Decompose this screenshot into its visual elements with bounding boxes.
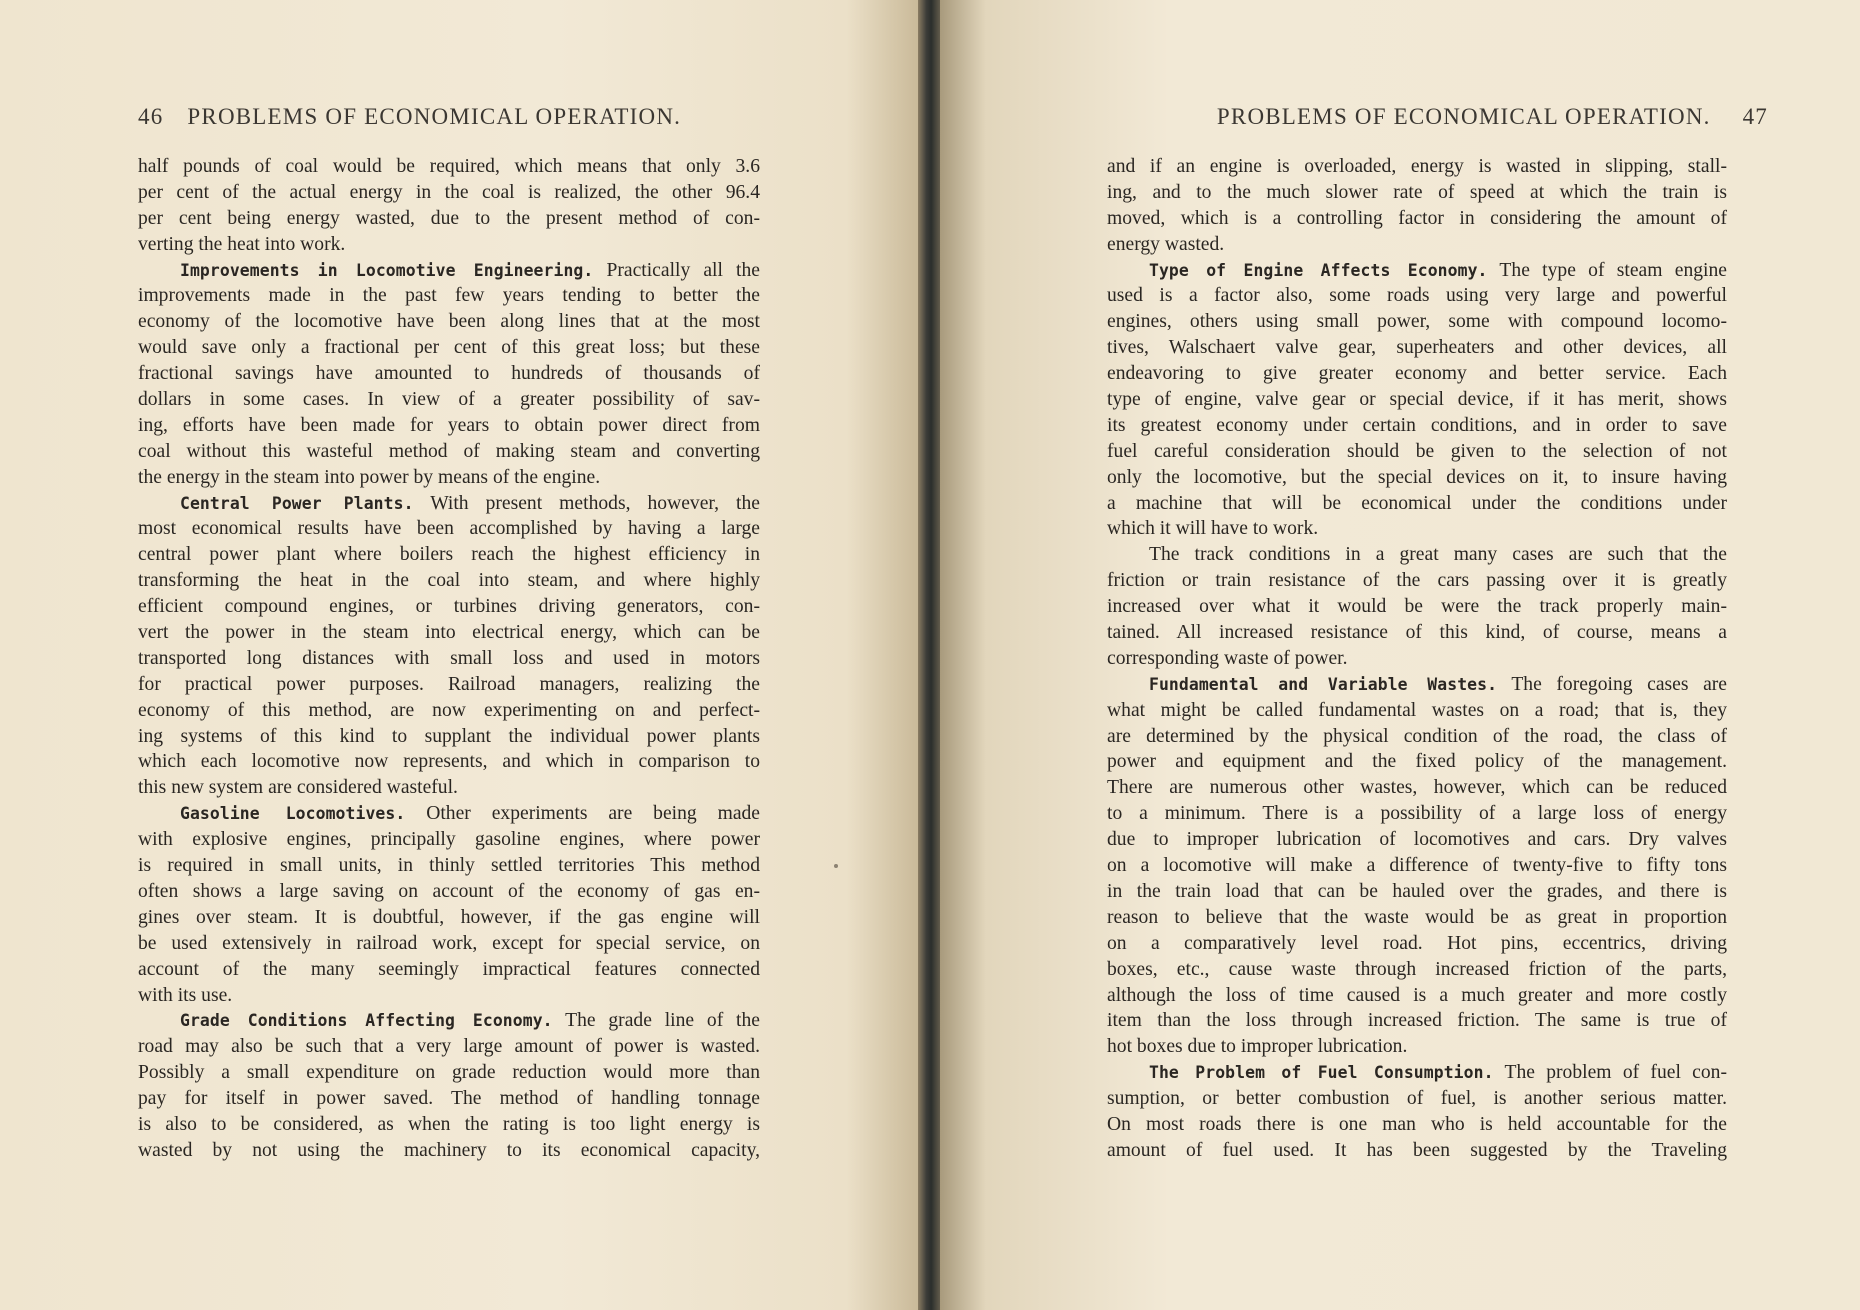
paper-speck (834, 864, 838, 868)
text-line (138, 827, 760, 853)
text-line (1107, 620, 1727, 646)
text-line (138, 905, 760, 931)
text-line (138, 387, 760, 413)
text-line (138, 749, 760, 775)
text-line (138, 258, 760, 284)
line-text: efficient compound engines, or turbines driving generators, con- (138, 596, 760, 618)
line-text: economy of this method, are now experimenting on and perfect- (138, 699, 760, 721)
line-text: is also to be considered, as when the rating is too light energy is (138, 1113, 760, 1135)
text-line (138, 542, 760, 568)
section-heading: Gasoline Locomotives. (180, 804, 406, 824)
text-line (1107, 905, 1727, 931)
line-text: tained. All increased resistance of this kind, of course, means a (1107, 622, 1727, 644)
text-line (1107, 283, 1727, 309)
text-line (138, 698, 760, 724)
line-text: half pounds of coal would be required, which means that only 3.6 (138, 156, 760, 177)
line-text: Other experiments are being made (405, 803, 760, 825)
section-heading: Grade Conditions Affecting Economy. (180, 1011, 553, 1031)
text-line (1107, 931, 1727, 957)
text-line (1107, 206, 1727, 232)
line-text: road may also be such that a very large amount of power is wasted. (138, 1036, 760, 1058)
line-text: reason to believe that the waste would be as great in proportion (1107, 906, 1727, 928)
text-line (1107, 775, 1727, 801)
line-text: On most roads there is one man who is held accountable for the (1107, 1113, 1727, 1135)
line-text: The grade line of the (552, 1010, 760, 1032)
text-line (1107, 853, 1727, 879)
line-text: which each locomotive now represents, and which in comparison to (138, 751, 760, 773)
text-line (1107, 698, 1727, 724)
line-text: The type of steam engine (1487, 259, 1727, 281)
text-line (138, 1034, 760, 1060)
line-text: the energy in the steam into power by means of the engine. (138, 466, 601, 488)
line-text: dollars in some cases. In view of a greater possibility of sav- (138, 389, 760, 411)
line-text: power and equipment and the fixed policy of the management. (1107, 751, 1727, 773)
line-text: this new system are considered wasteful. (138, 777, 458, 799)
text-line (138, 283, 760, 309)
line-text: is required in small units, in thinly settled territories This method (138, 855, 760, 877)
text-line (138, 775, 760, 801)
line-text: on a locomotive will make a difference of twenty-five to fifty tons (1107, 855, 1727, 877)
running-title: PROBLEMS OF ECONOMICAL OPERATION. (1216, 104, 1711, 129)
line-text: for practical power purposes. Railroad managers, realizing the (138, 673, 760, 695)
right-page-header (1166, 104, 1768, 134)
text-line (138, 413, 760, 439)
text-line (138, 801, 760, 827)
text-line (1107, 568, 1727, 594)
text-line (138, 1008, 760, 1034)
line-text: wasted by not using the machinery to its economical capacity, (138, 1139, 760, 1161)
text-line (138, 646, 760, 672)
text-line (1107, 335, 1727, 361)
text-line (138, 309, 760, 335)
line-text: only the locomotive, but the special devices on it, to insure having (1107, 466, 1727, 488)
line-text: fuel careful consideration should be given to the selection of not (1107, 440, 1727, 462)
line-text: sumption, or better combustion of fuel, is another serious matter. (1107, 1088, 1727, 1110)
text-line (138, 206, 760, 232)
text-line (138, 879, 760, 905)
section-heading: Central Power Plants. (180, 493, 414, 513)
line-text: often shows a large saving on account of the economy of gas en- (138, 880, 760, 902)
text-line (1107, 801, 1727, 827)
line-text: account of the many seemingly impractical features connected (138, 958, 760, 980)
line-text: per cent being energy wasted, due to the present method of con- (138, 207, 760, 229)
text-line (1107, 465, 1727, 491)
line-text: its greatest economy under certain conditions, and in order to save (1107, 414, 1727, 436)
line-text: type of engine, valve gear or special device, if it has merit, shows (1107, 389, 1727, 411)
line-text: gines over steam. It is doubtful, however, if the gas engine will (138, 906, 760, 928)
text-line (1107, 1086, 1727, 1112)
text-line (138, 931, 760, 957)
line-text: economy of the locomotive have been along lines that at the most (138, 311, 760, 333)
text-line (138, 1086, 760, 1112)
line-text: ing, and to the much slower rate of speed at which the train is (1107, 181, 1727, 203)
text-line (138, 983, 760, 1009)
text-line (1107, 724, 1727, 750)
text-line (1107, 258, 1727, 284)
text-line (1107, 646, 1727, 672)
line-text: transforming the heat in the coal into steam, and where highly (138, 570, 760, 592)
line-text: verting the heat into work. (138, 233, 346, 255)
line-text: due to improper lubrication of locomotives and cars. Dry valves (1107, 829, 1727, 851)
line-text: friction or train resistance of the cars passing over it is greatly (1107, 570, 1727, 592)
line-text: tives, Walschaert valve gear, superheaters and other devices, all (1107, 337, 1727, 359)
text-line (138, 516, 760, 542)
text-line (1107, 542, 1727, 568)
text-line (1107, 439, 1727, 465)
line-text: central power plant where boilers reach the highest efficiency in (138, 544, 760, 566)
line-text: would save only a fractional per cent of this great loss; but these (138, 337, 760, 359)
line-text: moved, which is a controlling factor in considering the amount of (1107, 207, 1727, 229)
right-page-body (1107, 154, 1727, 1164)
text-line (1107, 1060, 1727, 1086)
line-text: which it will have to work. (1107, 518, 1319, 540)
line-text: item than the loss through increased friction. The same is true of (1107, 1010, 1727, 1032)
line-text: are determined by the physical condition of the road, the class of (1107, 725, 1727, 747)
line-text: ing, efforts have been made for years to obtain power direct from (138, 414, 760, 436)
text-line (1107, 672, 1727, 698)
line-text: transported long distances with small loss and used in motors (138, 647, 760, 669)
line-text: pay for itself in power saved. The method of handling tonnage (138, 1088, 760, 1110)
text-line (138, 180, 760, 206)
text-line (1107, 879, 1727, 905)
line-text: Practically all the (593, 259, 760, 281)
line-text: vert the power in the steam into electrical energy, which can be (138, 622, 760, 644)
text-line (138, 154, 760, 180)
line-text: a machine that will be economical under the conditions under (1107, 492, 1727, 514)
running-title: PROBLEMS OF ECONOMICAL OPERATION. (187, 104, 682, 129)
text-line (1107, 749, 1727, 775)
line-text: fractional savings have amounted to hundreds of thousands of (138, 363, 760, 385)
line-text: endeavoring to give greater economy and better service. Each (1107, 363, 1727, 385)
line-text: per cent of the actual energy in the coal is realized, the other 96.4 (138, 181, 760, 203)
text-line (1107, 594, 1727, 620)
line-text: hot boxes due to improper lubrication. (1107, 1036, 1408, 1058)
text-line (1107, 1034, 1727, 1060)
text-line (138, 335, 760, 361)
text-line (138, 465, 760, 491)
section-heading: Type of Engine Affects Economy. (1149, 260, 1488, 280)
line-text: used is a factor also, some roads using very large and powerful (1107, 285, 1727, 307)
line-text: be used extensively in railroad work, except for special service, on (138, 932, 760, 954)
line-text: in the train load that can be hauled over the grades, and there is (1107, 880, 1727, 902)
line-text: increased over what it would be were the track properly main- (1107, 596, 1727, 618)
line-text: with explosive engines, principally gasoline engines, where power (138, 829, 760, 851)
text-line (138, 439, 760, 465)
line-text: Possibly a small expenditure on grade reduction would more than (138, 1062, 760, 1084)
section-heading: Fundamental and Variable Wastes. (1149, 674, 1498, 694)
text-line (1107, 516, 1727, 542)
book-gutter (918, 0, 942, 1310)
left-page-body (138, 154, 760, 1164)
text-line (1107, 154, 1727, 180)
line-text: The track conditions in a great many cases are such that the (1149, 544, 1727, 566)
section-heading: The Problem of Fuel Consumption. (1149, 1063, 1494, 1083)
line-text: energy wasted. (1107, 233, 1225, 255)
text-line (138, 568, 760, 594)
line-text: amount of fuel used. It has been suggested by the Traveling (1107, 1139, 1727, 1161)
text-line (1107, 180, 1727, 206)
line-text: There are numerous other wastes, however, which can be reduced (1107, 777, 1727, 799)
text-line (1107, 1008, 1727, 1034)
line-text: corresponding waste of power. (1107, 647, 1348, 669)
text-line (1107, 413, 1727, 439)
text-line (1107, 491, 1727, 517)
section-heading: Improvements in Locomotive Engineering. (180, 260, 594, 280)
text-line (1107, 957, 1727, 983)
text-line (1107, 983, 1727, 1009)
line-text: to a minimum. There is a possibility of a large loss of energy (1107, 803, 1727, 825)
page-number: 46 (138, 104, 164, 129)
text-line (138, 672, 760, 698)
text-line (138, 724, 760, 750)
line-text: on a comparatively level road. Hot pins, eccentrics, driving (1107, 932, 1727, 954)
text-line (138, 853, 760, 879)
line-text: boxes, etc., cause waste through increased friction of the parts, (1107, 958, 1727, 980)
text-line (138, 1112, 760, 1138)
line-text: The problem of fuel con- (1493, 1062, 1727, 1084)
line-text: what might be called fundamental wastes on a road; that is, they (1107, 699, 1727, 721)
text-line (138, 1060, 760, 1086)
text-line (138, 491, 760, 517)
text-line (138, 361, 760, 387)
text-line (138, 620, 760, 646)
line-text: most economical results have been accomplished by having a large (138, 518, 760, 540)
page-number: 47 (1742, 104, 1768, 129)
line-text: with its use. (138, 984, 233, 1006)
line-text: and if an engine is overloaded, energy is wasted in slipping, stall- (1107, 156, 1727, 177)
line-text: improvements made in the past few years tending to better the (138, 285, 760, 307)
text-line (138, 957, 760, 983)
text-line (1107, 827, 1727, 853)
text-line (1107, 232, 1727, 258)
line-text: coal without this wasteful method of making steam and converting (138, 440, 760, 462)
text-line (1107, 1112, 1727, 1138)
line-text: The foregoing cases are (1497, 673, 1727, 695)
left-page (0, 0, 920, 1310)
line-text: ing systems of this kind to supplant the individual power plants (138, 725, 760, 747)
text-line (1107, 387, 1727, 413)
line-text: With present methods, however, the (413, 492, 760, 514)
text-line (1107, 361, 1727, 387)
text-line (1107, 309, 1727, 335)
left-page-header (138, 104, 748, 134)
right-page (940, 0, 1860, 1310)
text-line (1107, 1138, 1727, 1164)
line-text: engines, others using small power, some with compound locomo- (1107, 311, 1727, 333)
line-text: although the loss of time caused is a much greater and more costly (1107, 984, 1727, 1006)
text-line (138, 1138, 760, 1164)
text-line (138, 232, 760, 258)
text-line (138, 594, 760, 620)
